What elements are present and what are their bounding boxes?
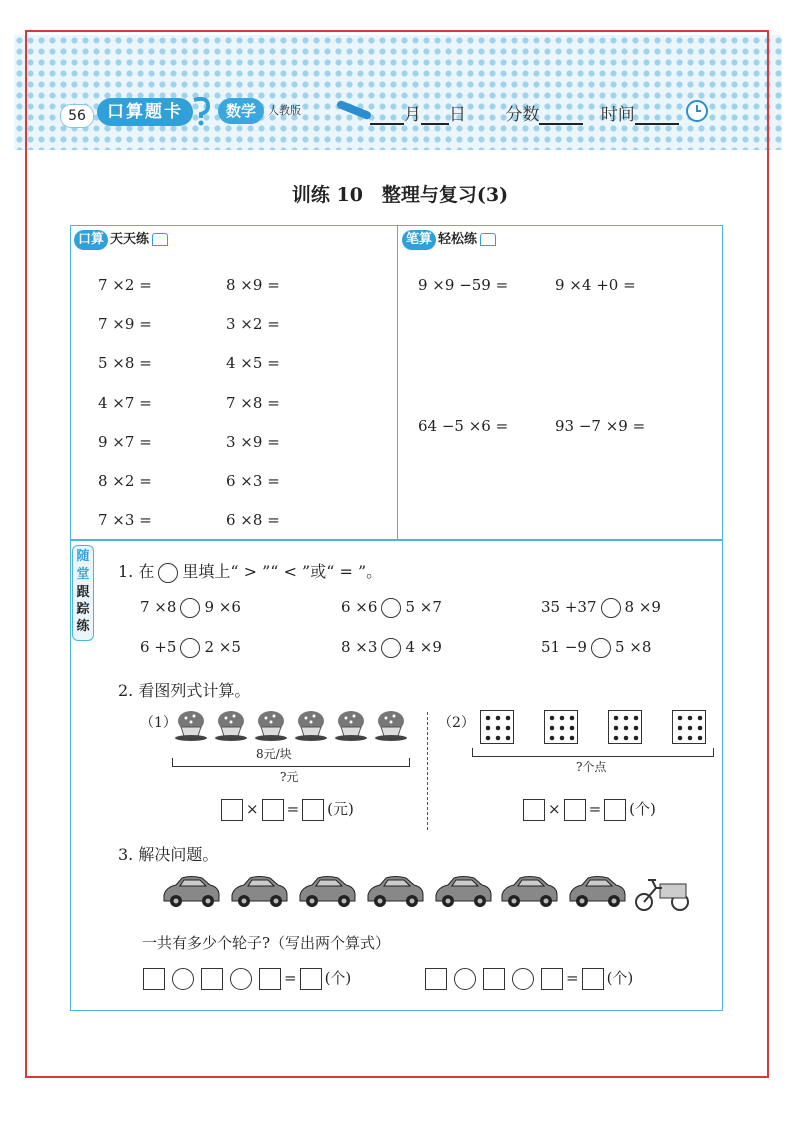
equals-sign: =	[286, 800, 300, 818]
question-1-label: 1. 在	[118, 562, 155, 581]
question-1	[118, 559, 382, 583]
operator-circle[interactable]	[172, 968, 194, 990]
answer-box[interactable]	[541, 968, 563, 990]
answer-box[interactable]	[300, 968, 322, 990]
part-1-brace	[172, 758, 410, 767]
oral-item: 4 ×7 =	[98, 394, 152, 412]
question-2: 2. 看图列式计算。	[118, 681, 251, 700]
answer-box[interactable]	[302, 799, 324, 821]
operator-circle[interactable]	[230, 968, 252, 990]
question-3-prompt: 一共有多少个轮子?（写出两个算式）	[142, 934, 391, 952]
compare-item	[140, 638, 241, 658]
equals-sign: =	[284, 969, 297, 987]
compare-circle[interactable]	[591, 638, 611, 658]
oral-item: 3 ×2 =	[226, 315, 280, 333]
compare-item	[341, 638, 442, 658]
tracking-badge	[72, 545, 94, 641]
answer-box[interactable]	[564, 799, 586, 821]
oral-item: 4 ×5 =	[226, 354, 280, 372]
equals-sign: =	[588, 800, 602, 818]
compare-item	[140, 598, 241, 618]
written-item: 9 ×9 −59 =	[418, 276, 509, 294]
car-icon	[364, 873, 426, 909]
answer-box[interactable]	[523, 799, 545, 821]
answer-box[interactable]	[201, 968, 223, 990]
compare-circle[interactable]	[381, 598, 401, 618]
answer-box[interactable]	[259, 968, 281, 990]
dot-card-icon	[544, 710, 578, 744]
answer-box[interactable]	[221, 799, 243, 821]
operator-circle[interactable]	[454, 968, 476, 990]
dot-card-icon	[672, 710, 706, 744]
compare-circle[interactable]	[180, 638, 200, 658]
sample-circle	[158, 563, 178, 583]
compare-right: 5 ×8	[614, 638, 652, 656]
oral-badge-pill: 口算	[74, 230, 108, 250]
compare-item	[341, 598, 442, 618]
compare-circle[interactable]	[381, 638, 401, 658]
cupcake-icon	[174, 709, 208, 741]
compare-right: 9 ×6	[204, 598, 241, 616]
time-label: 时间	[600, 105, 635, 125]
oral-item: 3 ×9 =	[226, 433, 280, 451]
oral-item: 8 ×9 =	[226, 276, 280, 294]
answer-box[interactable]	[425, 968, 447, 990]
part-1-label: （1）	[140, 715, 177, 731]
date-score-line	[370, 100, 679, 125]
compare-item	[541, 598, 661, 618]
unit-label: (个)	[324, 969, 352, 987]
compare-left: 35 +37	[541, 598, 597, 616]
subject-badge: 数学	[218, 98, 264, 124]
oral-item: 7 ×9 =	[98, 315, 152, 333]
tricycle-icon	[632, 872, 692, 912]
month-blank[interactable]	[370, 107, 404, 125]
compare-right: 8 ×9	[624, 598, 661, 616]
written-badge	[402, 230, 496, 250]
q3-equation-2	[422, 967, 633, 990]
car-icon	[566, 873, 628, 909]
cupcake-icon	[374, 709, 408, 741]
oral-item: 6 ×8 =	[226, 511, 280, 529]
written-practice-box	[397, 225, 723, 541]
unit-label: (元)	[327, 800, 354, 818]
oral-item: 5 ×8 =	[98, 354, 152, 372]
oral-item: 8 ×2 =	[98, 472, 152, 490]
written-badge-text: 轻松练	[438, 232, 478, 247]
answer-box[interactable]	[582, 968, 604, 990]
written-item: 9 ×4 +0 =	[555, 276, 636, 294]
tracking-badge-rest: 跟踪练	[76, 585, 90, 634]
unit-label: (个)	[606, 969, 634, 987]
oral-item: 7 ×2 =	[98, 276, 152, 294]
month-label: 月	[404, 105, 421, 125]
book-icon	[152, 233, 168, 246]
oral-item: 9 ×7 =	[98, 433, 152, 451]
oral-item: 6 ×3 =	[226, 472, 280, 490]
oral-badge-text: 天天练	[110, 232, 150, 247]
pen-icon	[336, 100, 372, 121]
dot-card-icon	[480, 710, 514, 744]
day-label: 日	[449, 105, 466, 125]
question-1-text: 里填上“ > ”“ < ”或“ = ”。	[182, 562, 383, 581]
compare-left: 51 −9	[541, 638, 587, 656]
book-icon	[480, 233, 496, 246]
compare-circle[interactable]	[601, 598, 621, 618]
answer-box[interactable]	[604, 799, 626, 821]
oral-practice-box	[70, 225, 398, 541]
cupcake-icon	[334, 709, 368, 741]
answer-box[interactable]	[483, 968, 505, 990]
compare-right: 5 ×7	[405, 598, 442, 616]
compare-left: 6 ×6	[341, 598, 378, 616]
compare-right: 2 ×5	[204, 638, 241, 656]
score-blank[interactable]	[539, 107, 583, 125]
part-1-question: ?元	[280, 770, 299, 784]
answer-box[interactable]	[262, 799, 284, 821]
compare-item	[541, 638, 651, 658]
car-icon	[432, 873, 494, 909]
page-number: 56	[60, 104, 94, 128]
part-1-equation	[218, 798, 354, 821]
score-label: 分数	[505, 105, 540, 125]
car-icon	[296, 873, 358, 909]
compare-circle[interactable]	[180, 598, 200, 618]
edition-label: 人教版	[268, 104, 301, 117]
written-item: 64 −5 ×6 =	[418, 417, 509, 435]
written-badge-pill: 笔算	[402, 230, 436, 250]
clock-icon	[686, 100, 708, 122]
time-blank[interactable]	[635, 107, 679, 125]
compare-right: 4 ×9	[405, 638, 442, 656]
car-icon	[160, 873, 222, 909]
equals-sign: =	[566, 969, 579, 987]
dot-card-icon	[608, 710, 642, 744]
cupcake-icon	[294, 709, 328, 741]
part-2-equation	[520, 798, 656, 821]
tracking-badge-char: 堂	[76, 567, 90, 582]
car-icon	[498, 873, 560, 909]
mascot-icon	[188, 96, 214, 126]
part-2-label: （2）	[438, 715, 475, 731]
brand-title: 口算题卡	[97, 98, 193, 126]
q3-equation-1	[140, 967, 351, 990]
car-icon	[228, 873, 290, 909]
part-2-brace	[472, 748, 714, 757]
cupcake-icon	[254, 709, 288, 741]
cupcake-icon	[214, 709, 248, 741]
header	[0, 92, 800, 132]
divider-dashed	[427, 712, 428, 830]
compare-left: 6 +5	[140, 638, 177, 656]
day-blank[interactable]	[421, 107, 449, 125]
compare-left: 7 ×8	[140, 598, 177, 616]
tracking-badge-char: 随	[76, 549, 90, 564]
unit-label: (个)	[629, 800, 656, 818]
cake-price: 8元/块	[256, 747, 292, 761]
oral-item: 7 ×8 =	[226, 394, 280, 412]
answer-box[interactable]	[143, 968, 165, 990]
written-item: 93 −7 ×9 =	[555, 417, 646, 435]
page-title: 训练 10 整理与复习(3)	[291, 184, 509, 206]
times-sign: ×	[246, 800, 259, 818]
times-sign: ×	[548, 800, 561, 818]
part-2-question: ?个点	[576, 760, 607, 774]
question-3: 3. 解决问题。	[118, 845, 219, 864]
oral-item: 7 ×3 =	[98, 511, 152, 529]
oral-badge	[74, 230, 168, 250]
compare-left: 8 ×3	[341, 638, 378, 656]
operator-circle[interactable]	[512, 968, 534, 990]
